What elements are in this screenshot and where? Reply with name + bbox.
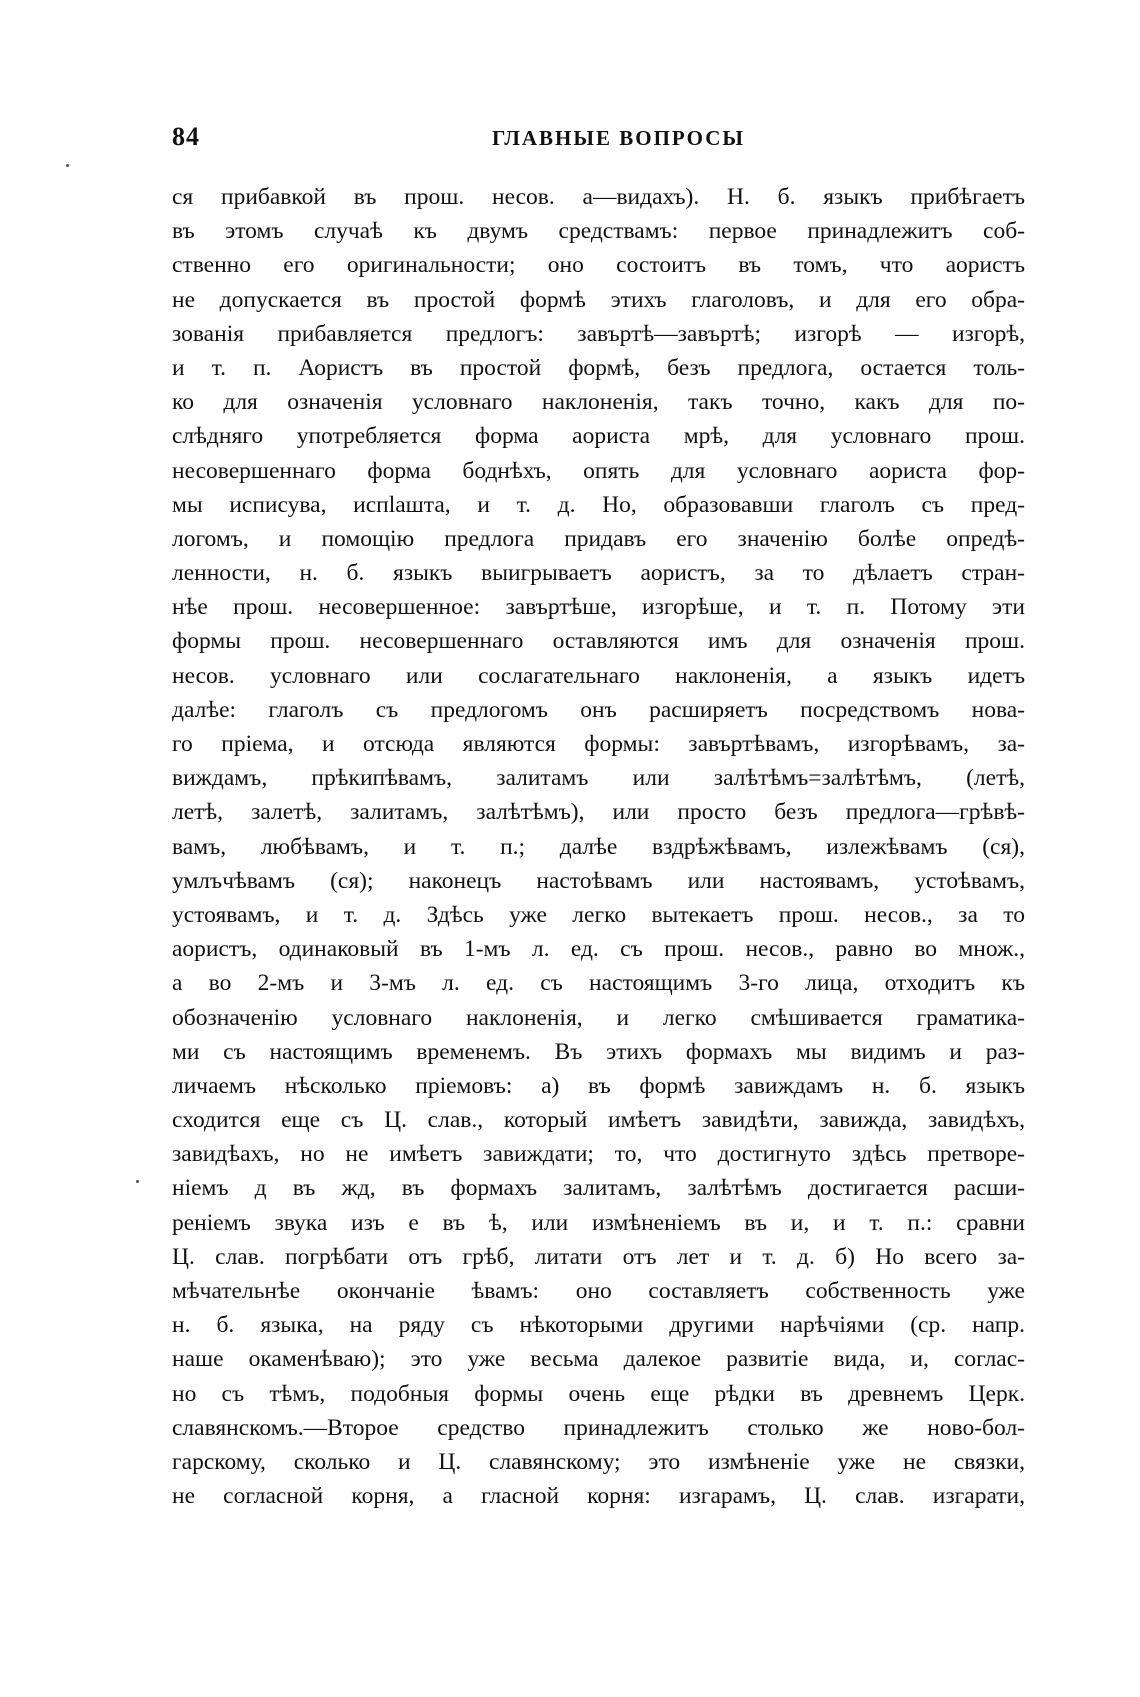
text-line: ко для означенія условнаго наклоненія, такъ точно, какъ для по- (172, 389, 1025, 416)
text-line: въ этомъ случаѣ къ двумъ средствамъ: первое принадлежитъ соб- (172, 218, 1025, 245)
text-line: славянскомъ.—Второе средство принадлежитъ столько же ново-бол- (172, 1414, 1025, 1441)
text-line: мѣчательнѣе окончаніе ѣвамъ: оно составляетъ собственность уже (172, 1278, 1025, 1304)
running-title: ГЛАВНЫЕ ВОПРОСЫ (492, 126, 745, 150)
text-line: далѣе: глаголъ съ предлогомъ онъ расширяетъ посредствомъ нова- (172, 696, 1025, 723)
text-line: аористъ, одинаковый въ 1-мъ л. ед. съ прош. несов., равно во множ., (172, 936, 1025, 963)
text-line: го пріема, и отсюда являются формы: завъртѣвамъ, изгорѣвамъ, за- (172, 731, 1025, 757)
text-line: ніемъ д въ жд, въ формахъ залитамъ, залѣтѣмъ достигается расши- (172, 1175, 1025, 1202)
text-line: мы исписува, испlaшта, и т. д. Но, образовавши глаголъ съ пред- (172, 491, 1025, 518)
text-line: умлъчѣвамъ (ся); наконецъ настоѣвамъ или настоявамъ, устоѣвамъ, (172, 867, 1025, 894)
text-line: реніемъ звука изъ е въ ѣ, или измѣненіемъ въ и, и т. п.: сравни (172, 1209, 1025, 1236)
text-line: несовершеннаго форма боднѣхъ, опять для условнаго аориста фор- (172, 457, 1025, 484)
page-number: 84 (172, 122, 200, 151)
page-header (172, 122, 1022, 162)
text-line: логомъ, и помощію предлога придавъ его значенію болѣе опредѣ- (172, 525, 1025, 552)
text-line: зованія прибавляется предлогъ: завъртѣ—завъртѣ; изгорѣ — изгорѣ, (172, 320, 1025, 347)
text-line: несов. условнаго или сослагательнаго наклоненія, а языкъ идетъ (172, 662, 1025, 689)
text-line: нѣе прош. несовершенное: завъртѣше, изгорѣше, и т. п. Потому эти (172, 594, 1025, 621)
text-line: сходится еще съ Ц. слав., который имѣетъ завидѣти, завижда, завидѣхъ, (172, 1107, 1025, 1134)
text-line: гарскому, сколько и Ц. славянскому; это измѣненіе уже не связки, (172, 1448, 1025, 1475)
text-line: ми съ настоящимъ временемъ. Въ этихъ формахъ мы видимъ и раз- (172, 1038, 1025, 1065)
text-line: личаемъ нѣсколько пріемовъ: а) въ формѣ завиждамъ н. б. языкъ (172, 1072, 1025, 1099)
text-line: устоявамъ, и т. д. Здѣсь уже легко вытекаетъ прош. несов., за то (172, 901, 1025, 928)
text-line: ленности, н. б. языкъ выигрываетъ аористъ, за то дѣлаетъ стран- (172, 560, 1025, 587)
text-line: а во 2-мъ и 3-мъ л. ед. съ настоящимъ 3-го лица, отходитъ къ (172, 970, 1025, 997)
text-line: Ц. слав. погрѣбати отъ грѣб, литати отъ лет и т. д. б) Но всего за- (172, 1243, 1025, 1270)
text-line: не согласной корня, а гласной корня: изгарамъ, Ц. слав. изгарати, (172, 1483, 1025, 1510)
scan-speck (66, 164, 69, 167)
text-line: ся прибавкой въ прош. несов. а—видахъ). Н. б. языкъ прибѣгаетъ (172, 184, 1025, 210)
body-text (172, 180, 1025, 1513)
text-line: формы прош. несовершеннаго оставляются имъ для означенія прош. (172, 628, 1025, 655)
text-line: наше окаменѣваю); это уже весьма далекое развитіе вида, и, соглас- (172, 1346, 1025, 1373)
text-line: виждамъ, прѣкипѣвамъ, залитамъ или залѣтѣмъ=залѣтѣмъ, (летѣ, (172, 765, 1025, 792)
text-line: н. б. языка, на ряду съ нѣкоторыми другими нарѣчіями (ср. напр. (172, 1312, 1025, 1339)
text-line: не допускается въ простой формѣ этихъ глаголовъ, и для его обра- (172, 286, 1025, 313)
text-line: слѣдняго употребляется форма аориста мрѣ, для условнаго прош. (172, 423, 1025, 450)
scan-speck (136, 1180, 139, 1183)
text-line: вамъ, любѣвамъ, и т. п.; далѣе вздрѣжѣвамъ, излежѣвамъ (ся), (172, 833, 1025, 860)
text-line: летѣ, залетѣ, залитамъ, залѣтѣмъ), или просто безъ предлога—грѣвѣ- (172, 799, 1025, 826)
text-line: но съ тѣмъ, подобныя формы очень еще рѣдки въ древнемъ Церк. (172, 1380, 1025, 1407)
text-line: обозначенію условнаго наклоненія, и легко смѣшивается граматика- (172, 1004, 1025, 1031)
text-line: ственно его оригинальности; оно состоитъ въ томъ, что аористъ (172, 252, 1025, 279)
text-line: и т. п. Аористъ въ простой формѣ, безъ предлога, остается толь- (172, 354, 1025, 381)
text-line: завидѣахъ, но не имѣетъ завиждати; то, что достигнуто здѣсь претворе- (172, 1141, 1025, 1168)
